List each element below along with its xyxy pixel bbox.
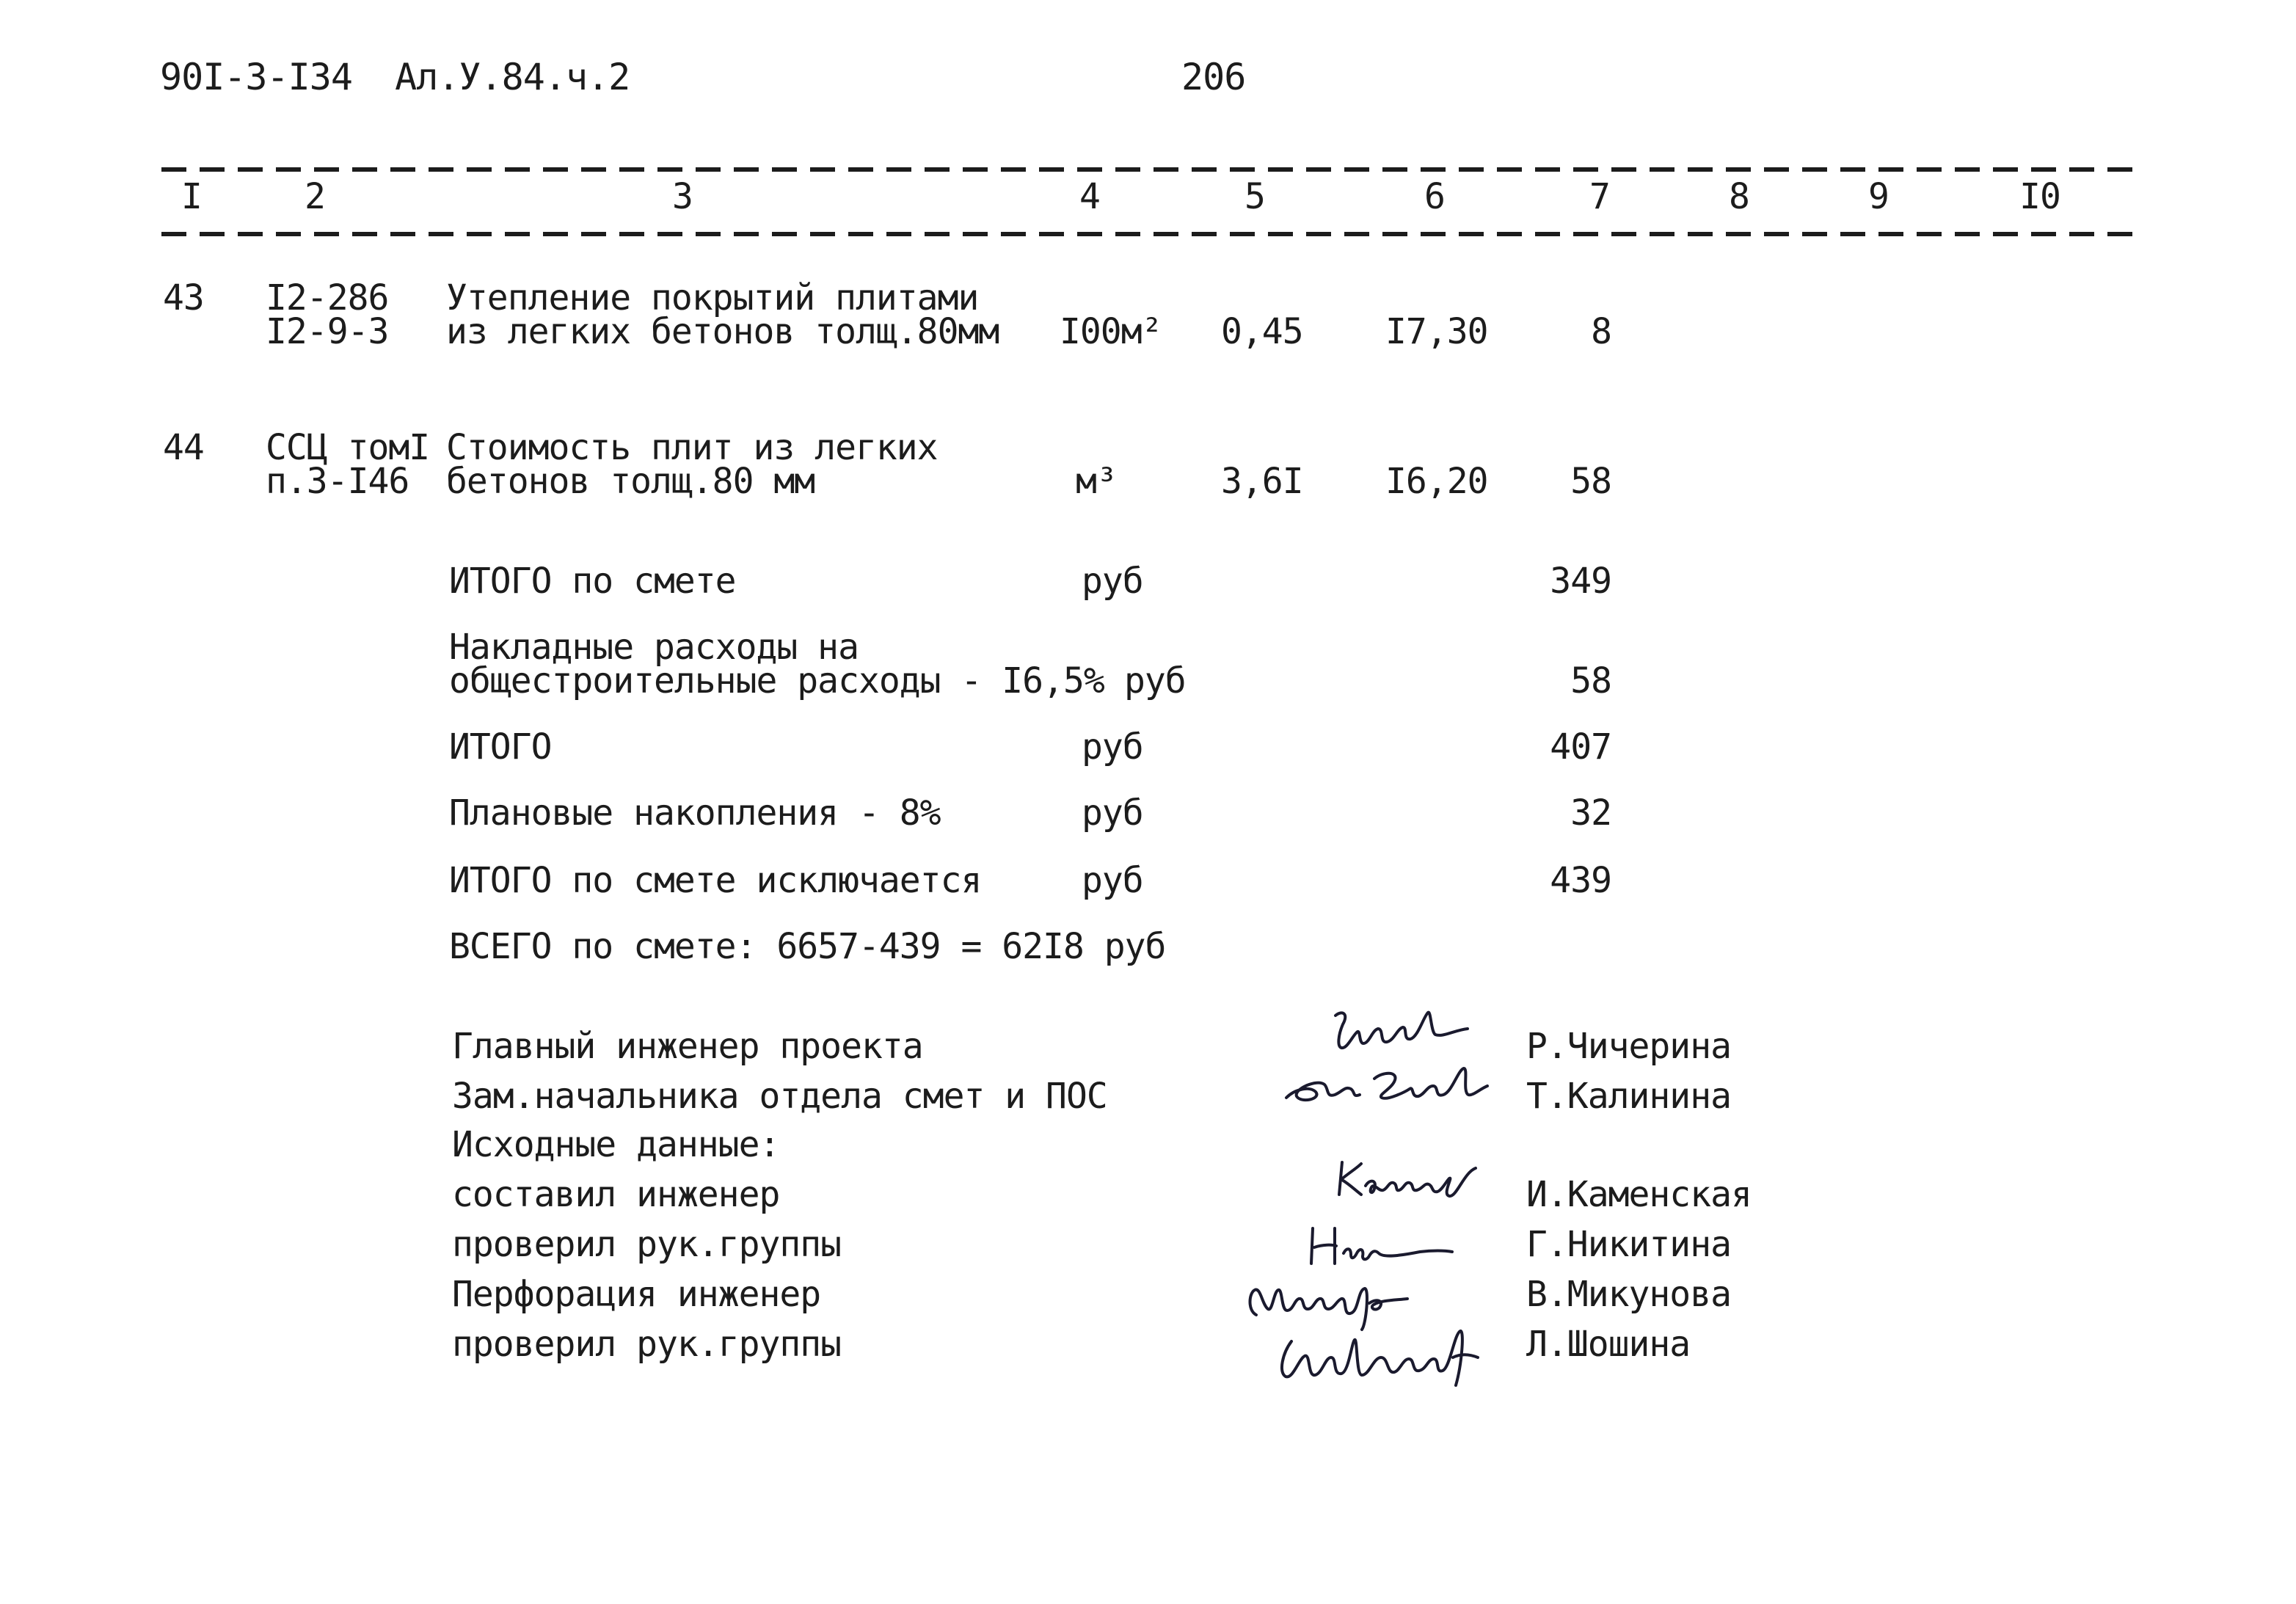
totals-unit: руб [1082, 792, 1143, 834]
row-unit-price: I6,20 [1385, 461, 1488, 502]
totals-value: 439 [1550, 860, 1611, 901]
row-unit: м³ [1076, 461, 1117, 502]
signature-name: В.Микунова [1526, 1274, 1731, 1315]
signature-role: Исходные данные: [452, 1124, 780, 1165]
totals-unit: руб [1082, 726, 1143, 768]
signature-role: Перфорация инженер [452, 1274, 821, 1315]
column-header: 6 [1424, 176, 1445, 217]
totals-value: 407 [1550, 726, 1611, 768]
column-header: I0 [2019, 176, 2060, 217]
row-name: Стоимость плит из легких [446, 427, 938, 468]
signature-role: проверил рук.группы [452, 1224, 842, 1265]
grand-total: ВСЕГО по смете: 6657-439 = 62I8 руб [449, 926, 1166, 967]
totals-label: общестроительные расходы - I6,5% [449, 660, 1104, 701]
handwritten-signature [1321, 1002, 1482, 1061]
column-header: 8 [1729, 176, 1749, 217]
handwritten-signature [1302, 1215, 1457, 1274]
totals-value: 349 [1550, 561, 1611, 602]
signature-role: Главный инженер проекта [452, 1026, 923, 1067]
column-header: 2 [305, 176, 325, 217]
column-header: 7 [1589, 176, 1610, 217]
column-header: 9 [1868, 176, 1889, 217]
totals-value: 58 [1570, 660, 1611, 701]
signature-name: Р.Чичерина [1526, 1026, 1731, 1067]
row-number: 44 [163, 427, 204, 468]
column-header: 3 [672, 176, 693, 217]
document-code: 90I-3-I34 Ал.У.84.ч.2 [160, 56, 630, 98]
page-number: 206 [1181, 56, 1246, 98]
row-total: 58 [1570, 461, 1611, 502]
handwritten-signature [1280, 1057, 1493, 1115]
row-code: п.3-I46 [266, 461, 409, 502]
row-number: 43 [163, 277, 204, 318]
row-quantity: 3,6I [1221, 461, 1303, 502]
row-name: из легких бетонов толщ.80мм [446, 311, 999, 352]
row-total: 8 [1591, 311, 1611, 352]
totals-label: ИТОГО по смете [449, 561, 736, 602]
totals-unit: руб [1124, 660, 1186, 701]
table-header-rule [161, 232, 2143, 236]
row-quantity: 0,45 [1221, 311, 1303, 352]
column-header: I [181, 176, 202, 217]
handwritten-signature [1269, 1313, 1482, 1394]
signature-role: Зам.начальника отдела смет и ПОС [452, 1076, 1107, 1117]
totals-label: ИТОГО [449, 726, 552, 768]
signature-name: И.Каменская [1526, 1174, 1752, 1215]
totals-value: 32 [1570, 792, 1611, 834]
totals-label: Плановые накопления - 8% [449, 792, 941, 834]
row-code: I2-9-3 [266, 311, 389, 352]
table-top-rule [161, 167, 2143, 172]
row-unit-price: I7,30 [1385, 311, 1488, 352]
totals-label: ИТОГО по смете исключается [449, 860, 982, 901]
row-name: Утепление покрытий плитами [446, 277, 979, 318]
totals-unit: руб [1082, 561, 1143, 602]
signature-role: составил инженер [452, 1174, 780, 1215]
signature-name: Т.Калинина [1526, 1076, 1731, 1117]
handwritten-signature [1332, 1151, 1479, 1209]
signature-name: Л.Шошина [1526, 1324, 1691, 1365]
row-code: ССЦ томI [266, 427, 430, 468]
signature-name: Г.Никитина [1526, 1224, 1731, 1265]
row-name: бетонов толщ.80 мм [446, 461, 815, 502]
totals-unit: руб [1082, 860, 1143, 901]
row-code: I2-286 [266, 277, 389, 318]
totals-label: Накладные расходы на [449, 627, 859, 668]
column-header: 5 [1244, 176, 1265, 217]
signature-role: проверил рук.группы [452, 1324, 842, 1365]
column-header: 4 [1079, 176, 1100, 217]
row-unit: I00м² [1060, 311, 1162, 352]
